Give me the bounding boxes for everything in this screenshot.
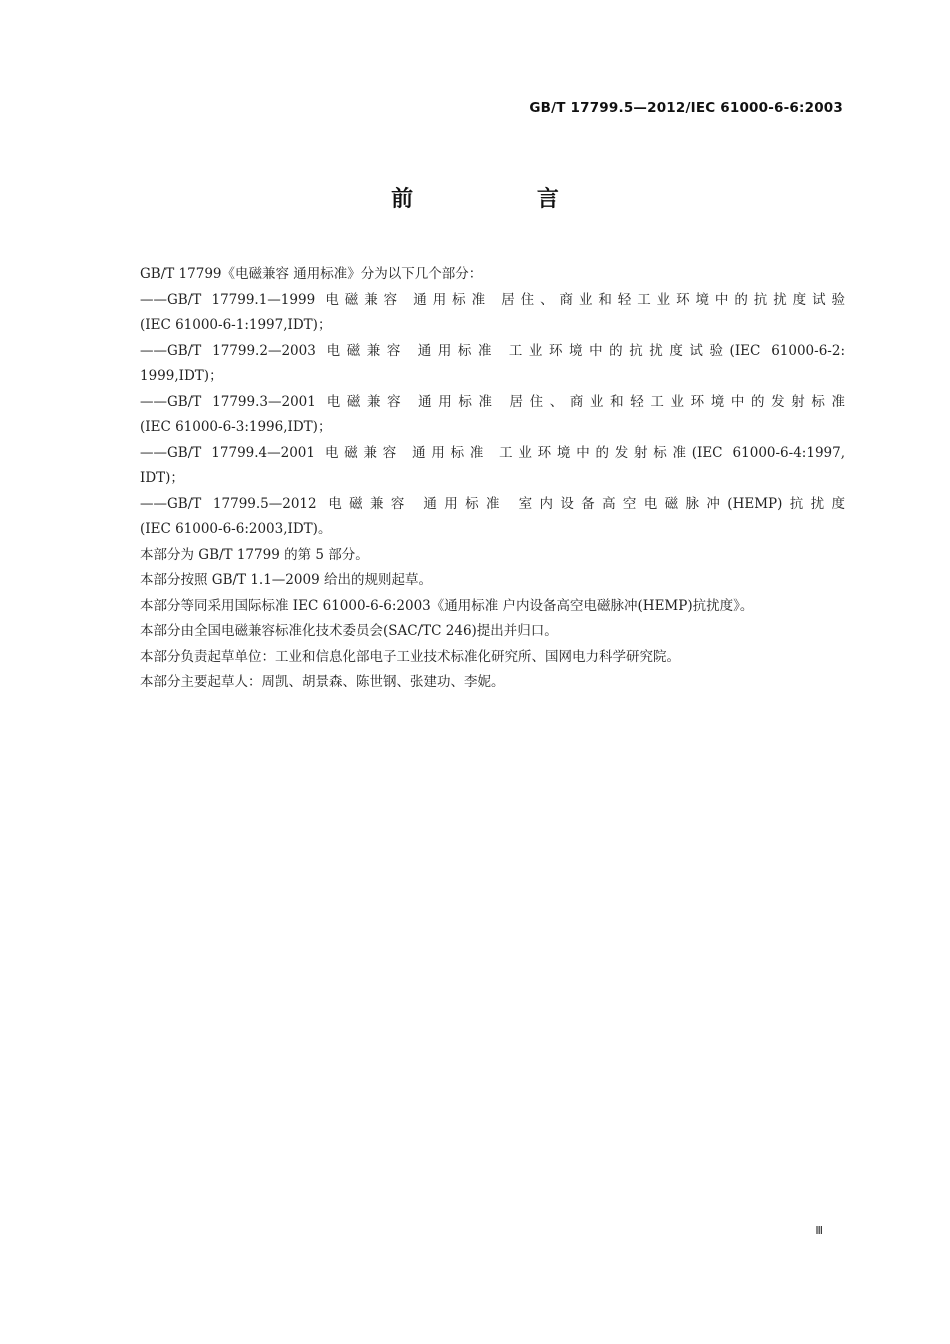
part-of-paragraph: 本部分为 GB/T 17799 的第 5 部分。 bbox=[140, 546, 369, 563]
list-item-line: (IEC 61000-6-6:2003,IDT)。 bbox=[140, 521, 332, 537]
proposed-by-paragraph: 本部分由全国电磁兼容标准化技术委员会(SAC/TC 246)提出并归口。 bbox=[140, 623, 558, 639]
page-number: Ⅲ bbox=[815, 1224, 823, 1237]
list-item-part-3 bbox=[107, 390, 845, 441]
list-item-part-4 bbox=[107, 441, 845, 492]
list-item-part-1 bbox=[107, 288, 845, 339]
list-item-line: ——GB/T 17799.3—2001 电磁兼容 通用标准 居住、商业和轻工业环境中的发射标准 bbox=[140, 393, 845, 410]
page-title: 前 言 bbox=[391, 187, 617, 212]
list-item-line: ——GB/T 17799.5—2012 电磁兼容 通用标准 室内设备高空电磁脉冲(HEMP)抗扰度 bbox=[140, 495, 845, 512]
intro-paragraph: GB/T 17799《电磁兼容 通用标准》分为以下几个部分： bbox=[140, 266, 483, 282]
list-item-part-5 bbox=[107, 492, 845, 543]
foreword-body bbox=[107, 262, 845, 696]
list-item-line: IDT)； bbox=[140, 470, 184, 486]
drafters-paragraph: 本部分主要起草人：周凯、胡景森、陈世钢、张建功、李妮。 bbox=[140, 674, 505, 690]
list-item-line: (IEC 61000-6-1:1997,IDT)； bbox=[140, 317, 332, 333]
drafting-rules-paragraph: 本部分按照 GB/T 1.1—2009 给出的规则起草。 bbox=[140, 572, 432, 588]
list-item-line: ——GB/T 17799.2—2003 电磁兼容 通用标准 工业环境中的抗扰度试验(IEC 61000-6-2: bbox=[140, 342, 845, 359]
standard-code: GB/T 17799.5—2012/IEC 61000-6-6:2003 bbox=[529, 100, 843, 116]
list-item-part-2 bbox=[107, 339, 845, 390]
list-item-line: ——GB/T 17799.1—1999 电磁兼容 通用标准 居住、商业和轻工业环境中的抗扰度试验 bbox=[140, 291, 845, 308]
list-item-line: ——GB/T 17799.4—2001 电磁兼容 通用标准 工业环境中的发射标准(IEC 61000-6-4:1997, bbox=[140, 444, 845, 461]
list-item-line: 1999,IDT)； bbox=[140, 368, 223, 384]
drafting-units-paragraph: 本部分负责起草单位：工业和信息化部电子工业技术标准化研究所、国网电力科学研究院。 bbox=[140, 648, 680, 665]
list-item-line: (IEC 61000-6-3:1996,IDT)； bbox=[140, 419, 332, 435]
adoption-paragraph: 本部分等同采用国际标准 IEC 61000-6-6:2003《通用标准 户内设备高空电磁脉冲(HEMP)抗扰度》。 bbox=[140, 597, 754, 614]
